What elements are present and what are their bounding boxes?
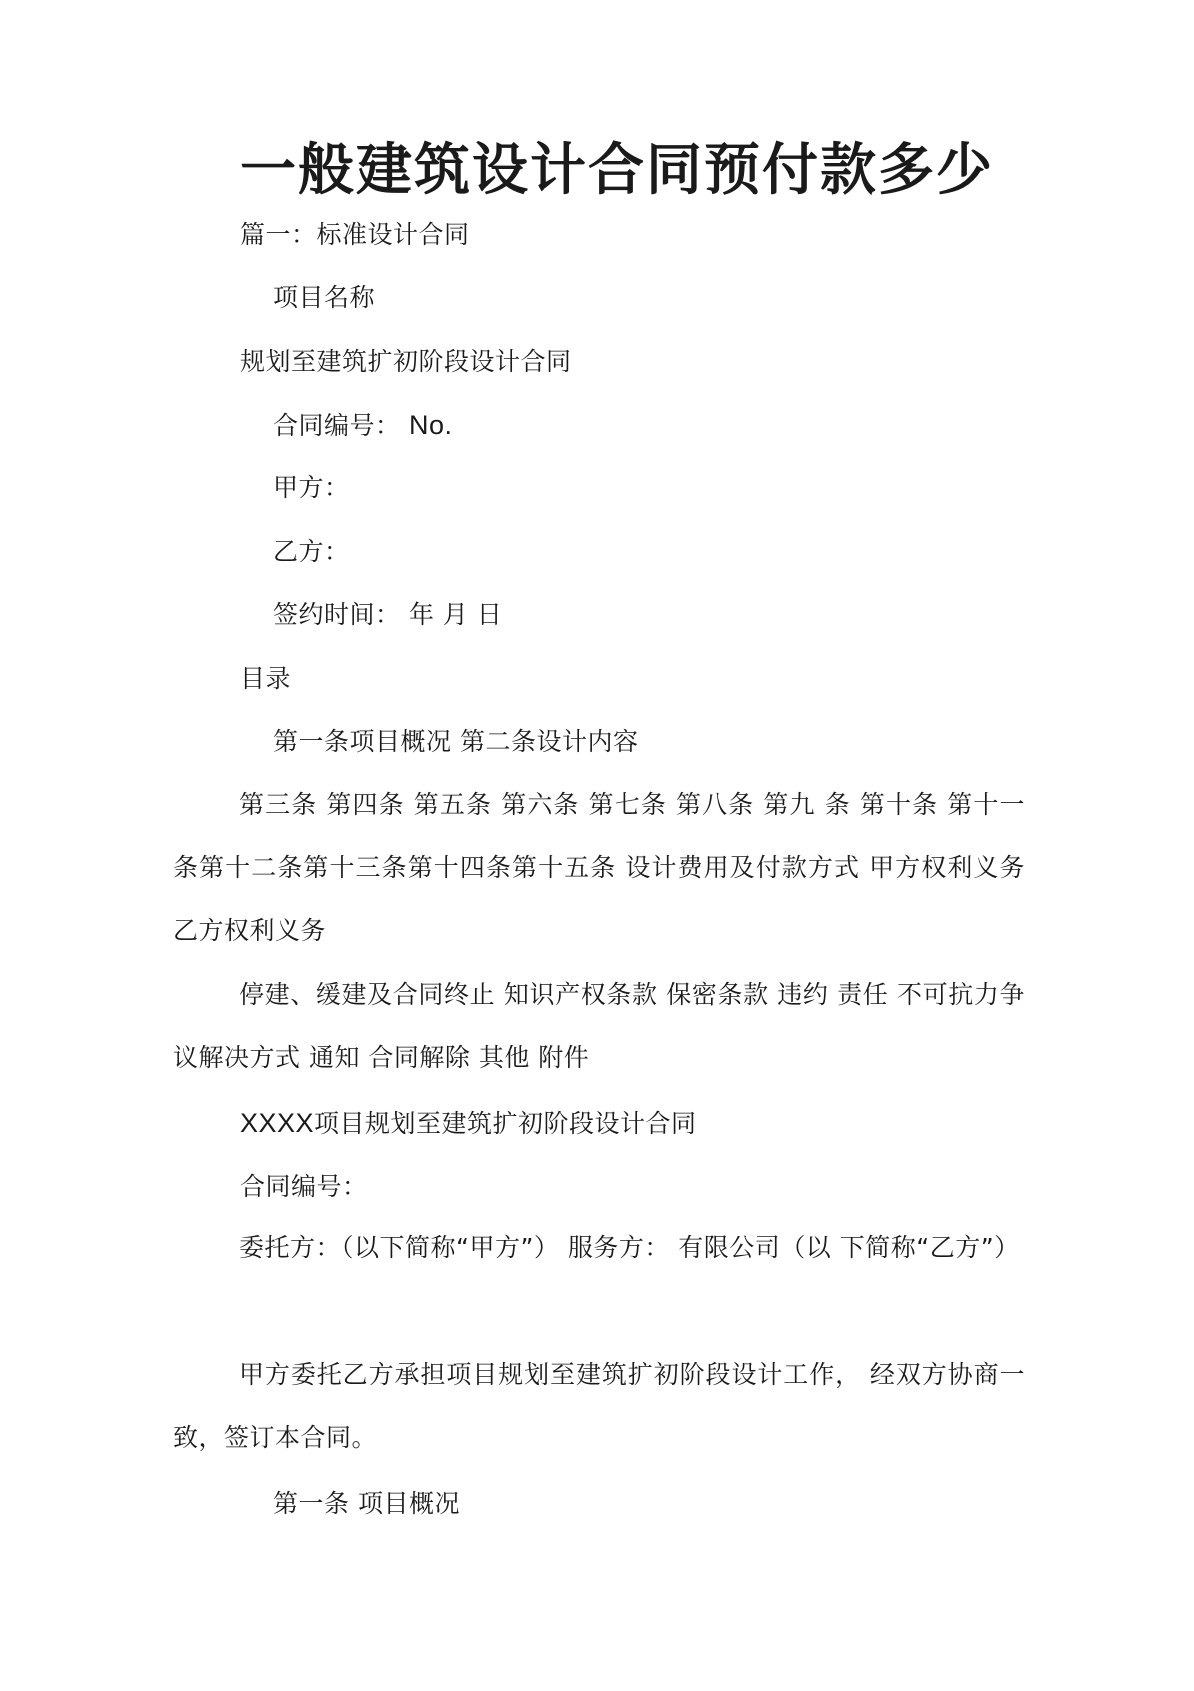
contract-number-2: 合同编号： — [240, 1172, 368, 1201]
project-name-label: 项目名称 — [273, 283, 376, 312]
toc-line-1: 第一条项目概况 第二条设计内容 — [273, 727, 639, 756]
party-b-label: 乙方： — [273, 537, 350, 566]
contract-title-line: 规划至建筑扩初阶段设计合同 — [240, 347, 572, 376]
part-heading: 篇一：标准设计合同 — [240, 220, 470, 249]
toc-paragraph-3: 停建、缓建及合同终止 知识产权条款 保密条款 违约 责任 不可抗力争议解决方式 通知 合同解除 其他 附件 — [173, 980, 1025, 1072]
entrustment-paragraph: 甲方委托乙方承担项目规划至建筑扩初阶段设计工作， 经双方协商一致，签订本合同。 — [173, 1360, 1025, 1452]
contract-full-title-text: 项目规划至建筑扩初阶段设计合同 — [314, 1109, 697, 1138]
contract-number-value: No. — [408, 410, 453, 440]
contract-number-line — [273, 408, 453, 443]
project-placeholder: XXXX — [240, 1108, 315, 1138]
toc-heading: 目录 — [240, 664, 292, 693]
parties-paragraph: 委托方：（以下简称“甲方”） 服务方： 有限公司（以 下简称“乙方”） — [239, 1233, 1020, 1262]
document-title: 一般建筑设计合同预付款多少 — [240, 138, 994, 203]
contract-number-label: 合同编号： — [273, 411, 401, 440]
article-1-heading: 第一条 项目概况 — [273, 1489, 460, 1518]
party-a-label: 甲方： — [273, 473, 350, 502]
contract-full-title — [240, 1106, 697, 1141]
signing-time-line: 签约时间： 年 月 日 — [273, 600, 503, 629]
toc-paragraph-2: 第三条 第四条 第五条 第六条 第七条 第八条 第九 条 第十条 第十一条第十二条第十三条第十四条第十五条 设计费用及付款方式 甲方权利义务 乙方权利义务 — [173, 790, 1025, 945]
